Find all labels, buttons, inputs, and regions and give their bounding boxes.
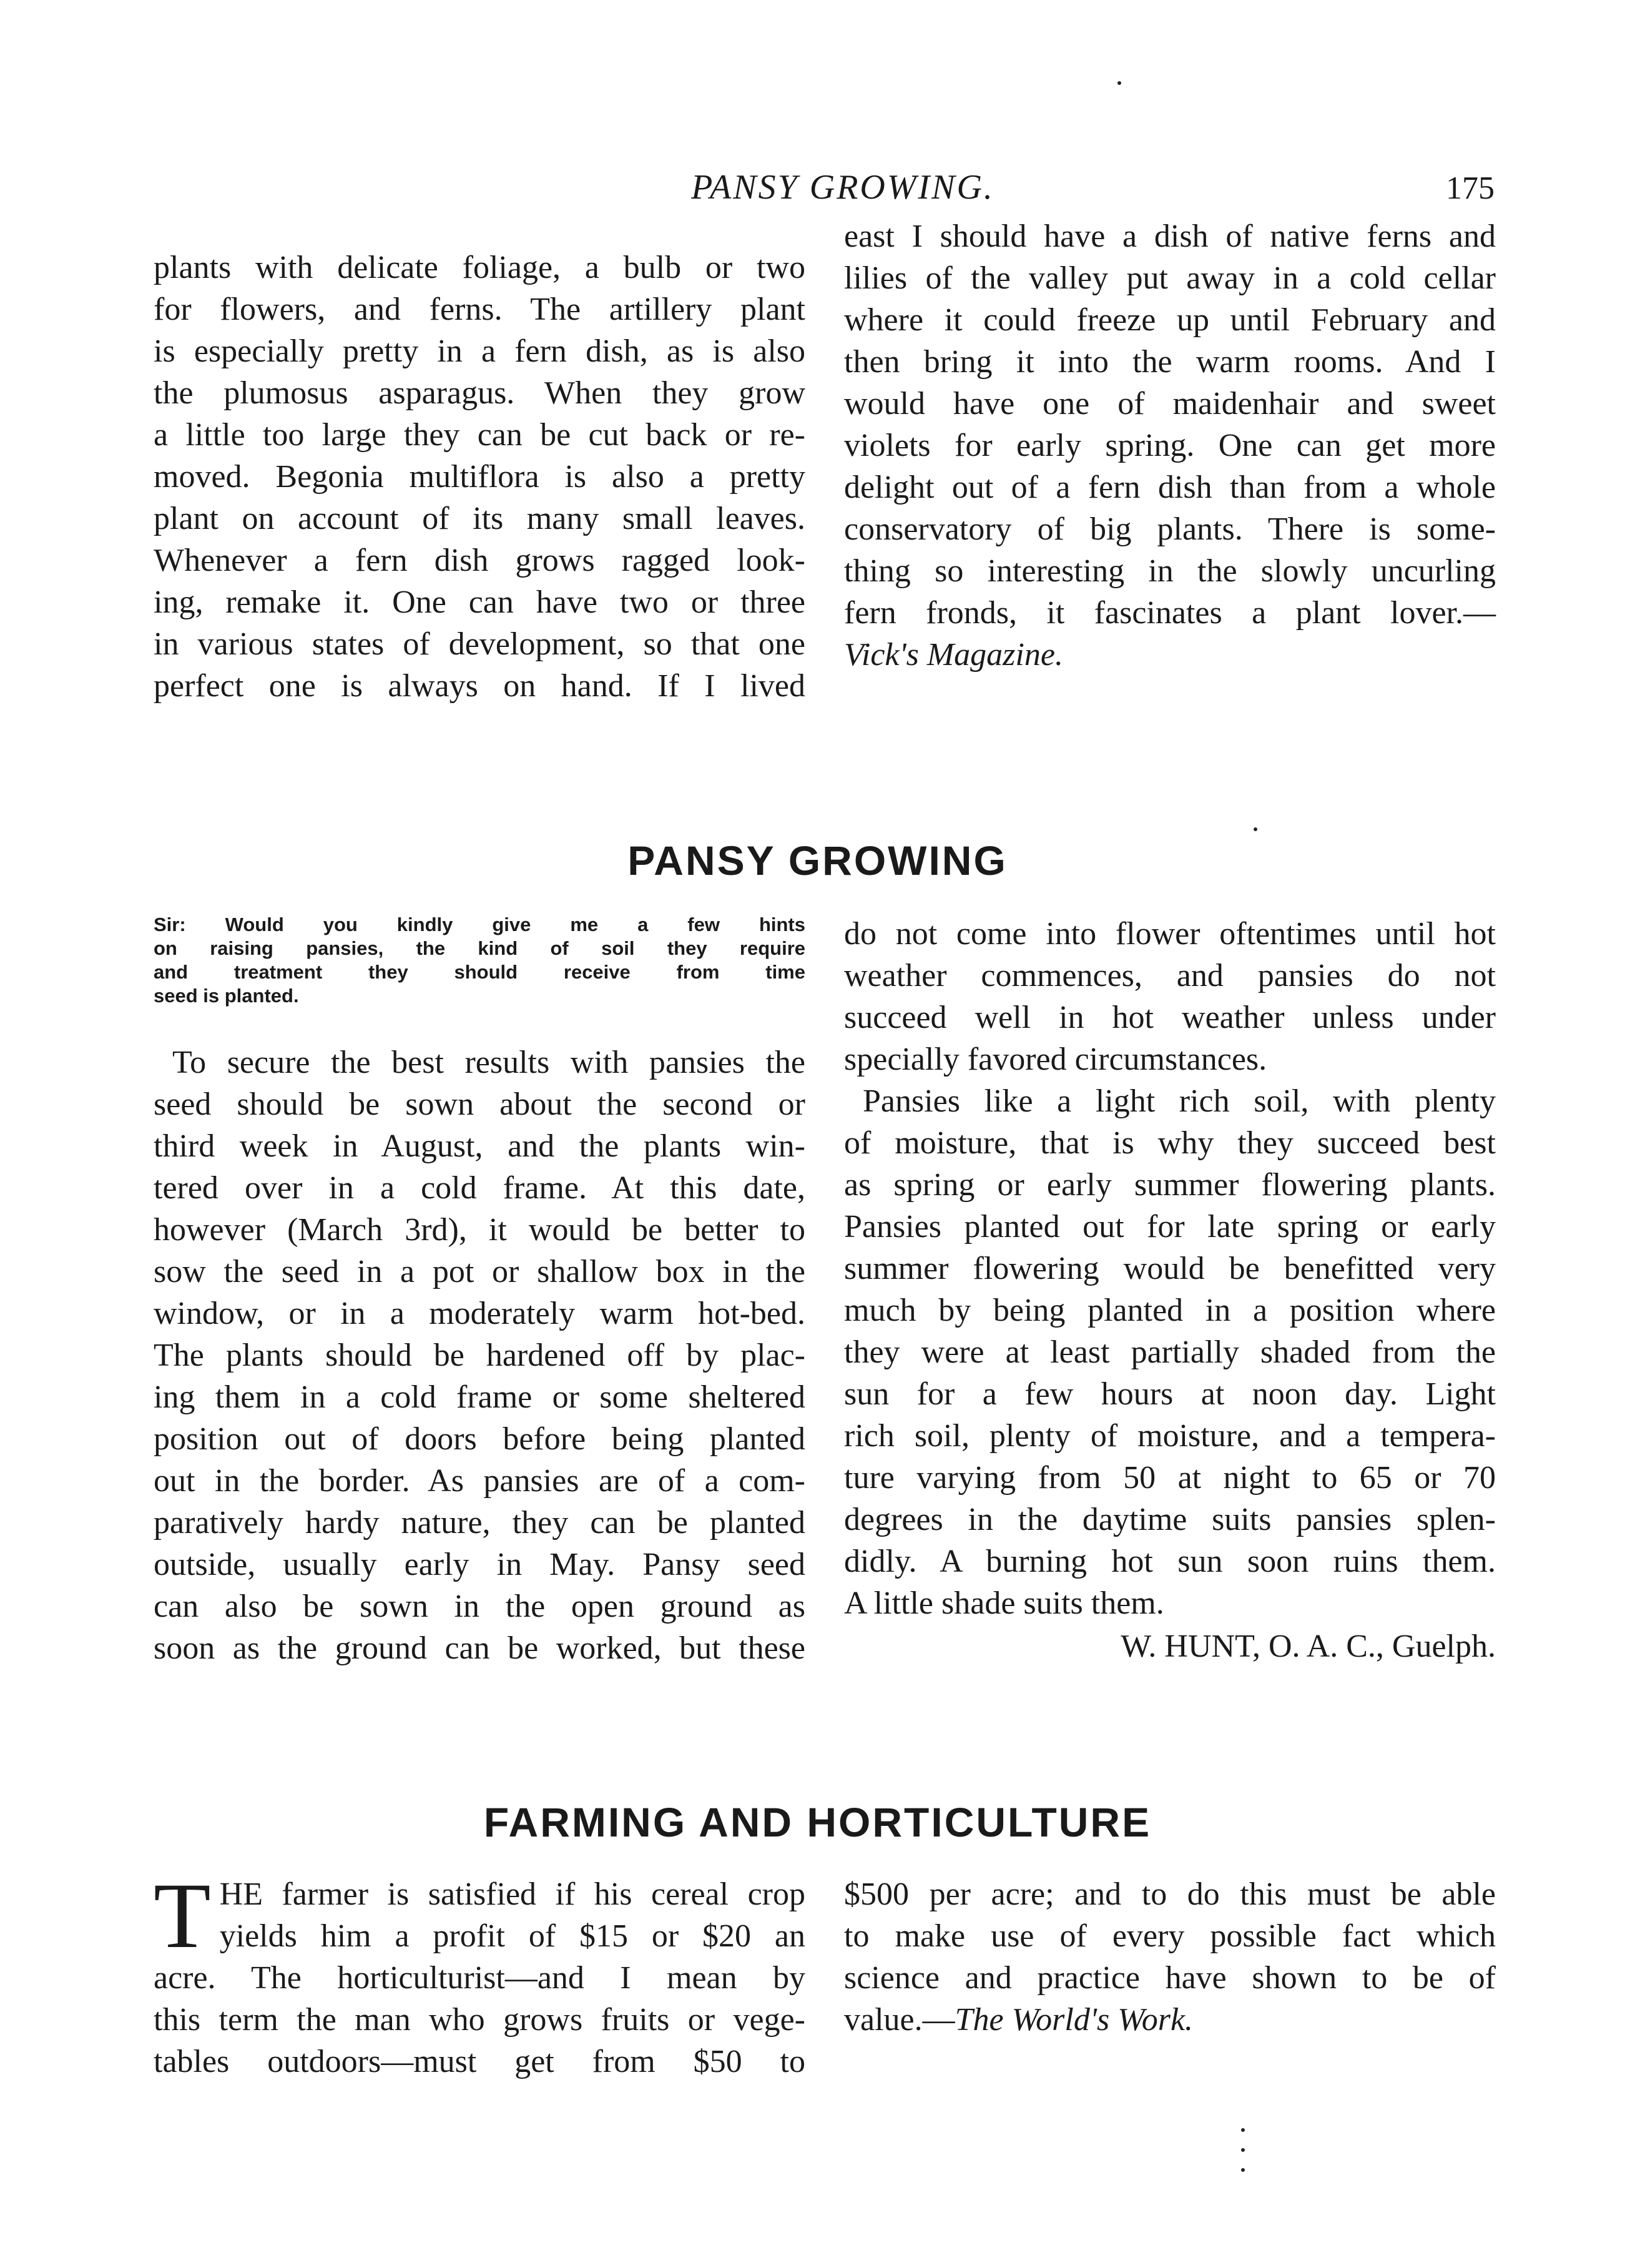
- text-line: this term the man who grows fruits or vege-: [154, 2002, 805, 2038]
- source-citation: The World's Work.: [955, 2002, 1194, 2038]
- text-line: HE farmer is satisfied if his cereal crop: [219, 1876, 805, 1912]
- text-line: as spring or early summer flowering plants.: [844, 1167, 1496, 1203]
- text-line: perfect one is always on hand. If I lived: [154, 668, 805, 704]
- text-line: window, or in a moderately warm hot-bed.: [154, 1296, 805, 1331]
- article-heading-pansy: PANSY GROWING: [627, 837, 1008, 884]
- text-line: To secure the best results with pansies the: [172, 1045, 805, 1080]
- print-speck: [1241, 2148, 1245, 2152]
- text-line: however (March 3rd), it would be better to: [154, 1212, 805, 1248]
- text-line: degrees in the daytime suits pansies splen-: [844, 1502, 1496, 1537]
- print-speck: [1241, 2168, 1245, 2172]
- text-line: science and practice have shown to be of: [844, 1960, 1496, 1996]
- query-line: Sir: Would you kindly give me a few hints: [154, 914, 805, 935]
- text-line: lilies of the valley put away in a cold cellar: [844, 260, 1496, 296]
- text-line: ture varying from 50 at night to 65 or 70: [844, 1460, 1496, 1496]
- text-line: rich soil, plenty of moisture, and a tempera-: [844, 1418, 1496, 1454]
- text-line: tered over in a cold frame. At this date,: [154, 1170, 805, 1206]
- print-speck: [1254, 827, 1257, 831]
- text-line: for flowers, and ferns. The artillery plant: [154, 292, 805, 327]
- fern-article-left-column: [154, 247, 805, 707]
- running-head: PANSY GROWING.: [691, 168, 994, 207]
- drop-cap: T: [154, 1864, 211, 1968]
- text-line: specially favored circumstances.: [844, 1042, 1267, 1077]
- source-citation: Vick's Magazine.: [844, 637, 1063, 673]
- reader-query: [154, 913, 805, 1008]
- pansy-left-column: [154, 1042, 805, 1669]
- text-line: of moisture, that is why they succeed best: [844, 1125, 1496, 1161]
- text-line: position out of doors before being planted: [154, 1421, 805, 1457]
- text-line: out in the border. As pansies are of a com-: [154, 1463, 805, 1499]
- text-line: [844, 1999, 1496, 2041]
- text-line: Pansies like a light rich soil, with plenty: [863, 1083, 1496, 1119]
- text-line: seed should be sown about the second or: [154, 1087, 805, 1122]
- text-line: $500 per acre; and to do this must be able: [844, 1876, 1496, 1912]
- text-line: where it could freeze up until February and: [844, 302, 1496, 338]
- text-line: east I should have a dish of native ferns and: [844, 219, 1496, 254]
- text-line: plant on account of its many small leaves.: [154, 501, 805, 536]
- query-line: and treatment they should receive from time: [154, 961, 805, 983]
- farming-left-column: [154, 1864, 805, 2083]
- text-line: acre. The horticulturist—and I mean by: [154, 1960, 805, 1996]
- text-line: would have one of maidenhair and sweet: [844, 386, 1496, 422]
- text-line: third week in August, and the plants win-: [154, 1128, 805, 1164]
- text-line: do not come into flower oftentimes until hot: [844, 916, 1496, 952]
- text-line: sow the seed in a pot or shallow box in the: [154, 1254, 805, 1289]
- text-line: moved. Begonia multiflora is also a pretty: [154, 459, 805, 495]
- print-speck: [1241, 2128, 1245, 2132]
- article-heading-farming: FARMING AND HORTICULTURE: [483, 1799, 1152, 1845]
- text-line: delight out of a fern dish than from a whole: [844, 470, 1496, 505]
- text-line: is especially pretty in a fern dish, as is also: [154, 333, 805, 369]
- text-line: soon as the ground can be worked, but these: [154, 1630, 805, 1666]
- text-line: thing so interesting in the slowly uncurling: [844, 553, 1496, 589]
- text-line: tables outdoors—must get from $50 to: [154, 2044, 805, 2079]
- line-prefix: value.—: [844, 2002, 955, 2038]
- text-line: paratively hardy nature, they can be planted: [154, 1505, 805, 1541]
- author-signature: W. HUNT, O. A. C., Guelph.: [1121, 1629, 1496, 1664]
- text-line: A little shade suits them.: [844, 1585, 1164, 1621]
- farming-right-column: [844, 1873, 1496, 2041]
- page-number: 175: [1446, 170, 1495, 206]
- text-line: yields him a profit of $15 or $20 an: [219, 1918, 805, 1954]
- text-line: then bring it into the warm rooms. And I: [844, 344, 1496, 380]
- query-line: seed is planted.: [154, 985, 299, 1007]
- text-line: weather commences, and pansies do not: [844, 958, 1496, 993]
- text-line: ing them in a cold frame or some sheltered: [154, 1379, 805, 1415]
- text-line: The plants should be hardened off by plac-: [154, 1338, 805, 1373]
- text-line: violets for early spring. One can get more: [844, 428, 1496, 463]
- print-speck: [1117, 81, 1121, 85]
- fern-article-right-column: [844, 215, 1496, 676]
- text-line: a little too large they can be cut back or re-: [154, 417, 805, 453]
- article-source: [844, 634, 1496, 676]
- text-line: sun for a few hours at noon day. Light: [844, 1376, 1496, 1412]
- text-line: didly. A burning hot sun soon ruins them.: [844, 1544, 1496, 1579]
- text-line: Whenever a fern dish grows ragged look-: [154, 543, 805, 578]
- text-line: summer flowering would be benefitted very: [844, 1251, 1496, 1286]
- text-line: conservatory of big plants. There is some-: [844, 511, 1496, 547]
- text-line: Pansies planted out for late spring or early: [844, 1209, 1496, 1245]
- pansy-right-column: [844, 913, 1496, 1667]
- text-line: ing, remake it. One can have two or three: [154, 584, 805, 620]
- text-line: fern fronds, it fascinates a plant lover.—: [844, 595, 1496, 631]
- text-line: the plumosus asparagus. When they grow: [154, 375, 805, 411]
- text-line: to make use of every possible fact which: [844, 1918, 1496, 1954]
- text-line: in various states of development, so that one: [154, 626, 805, 662]
- query-line: on raising pansies, the kind of soil they require: [154, 937, 805, 959]
- text-line: outside, usually early in May. Pansy seed: [154, 1547, 805, 1582]
- text-line: can also be sown in the open ground as: [154, 1589, 805, 1624]
- text-line: succeed well in hot weather unless under: [844, 1000, 1496, 1035]
- text-line: they were at least partially shaded from the: [844, 1334, 1496, 1370]
- text-line: plants with delicate foliage, a bulb or two: [154, 250, 805, 285]
- text-line: much by being planted in a position where: [844, 1293, 1496, 1328]
